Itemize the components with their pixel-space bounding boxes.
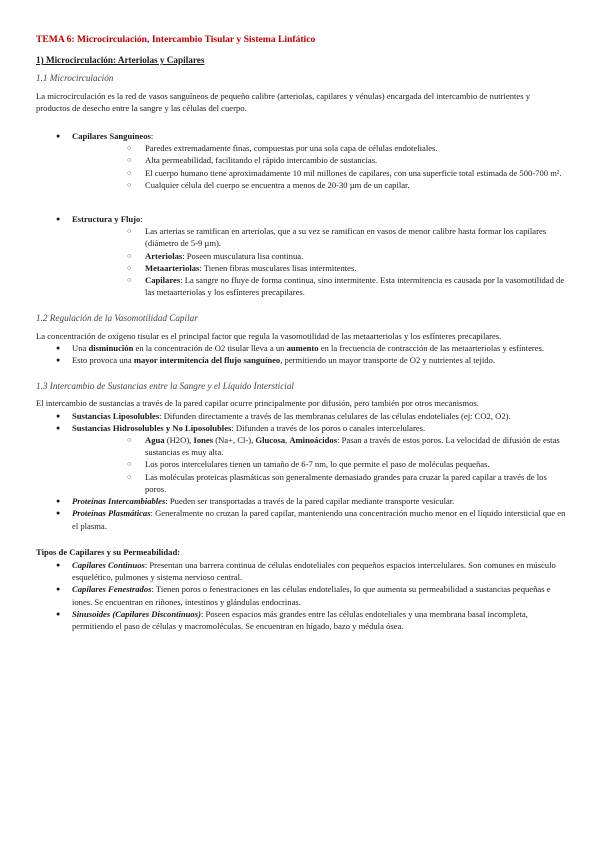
list-item <box>36 507 566 531</box>
list-item <box>36 559 566 583</box>
microcirculacion-intro: La microcirculación es la red de vasos sanguíneos de pequeño calibre (arteriolas, capilares y vénulas) encargada del intercambio de nutrientes y productos de desecho entre la sangre y las células del cuerpo. <box>36 90 531 113</box>
capilares-sublist <box>72 142 566 191</box>
text-run-bold: mayor intermitencia del flujo sanguíneo <box>133 355 281 366</box>
continuos-label: Capilares Continuos <box>72 559 145 570</box>
list-item <box>36 422 566 495</box>
liposolubles-text: : Difunden directamente a través de las membranas celulares de las células endoteliales (ej: CO2, O2). <box>159 410 511 421</box>
tipos-capilares-heading: Tipos de Capilares y su Permeabilidad: <box>36 546 181 557</box>
list-item: ○ Cualquier célula del cuerpo se encuentra a menos de 20-30 µm de un capilar. <box>72 179 566 191</box>
tipos-list <box>36 559 566 632</box>
list-item: ○ El cuerpo humano tiene aproximadamente 10 mil millones de capilares, con una superficie total estimada de 500-700 m². <box>72 167 566 179</box>
hidrosolubles-label: Sustancias Hidrosolubles y No Liposolubles <box>72 422 232 433</box>
metaarteriolas-label: Metaarteriolas <box>145 262 200 273</box>
estructura-sublist <box>72 225 566 298</box>
list-item: ○ Alta permeabilidad, facilitando el rápido intercambio de sustancias. <box>72 154 566 166</box>
text-run-bold: aumento <box>286 342 319 353</box>
hidrosolubles-sublist <box>72 434 566 495</box>
estructura-label: Estructura y Flujo <box>72 214 141 225</box>
text-run: Una <box>72 342 89 353</box>
list-item <box>36 608 566 632</box>
document-title: TEMA 6: Microcirculación, Intercambio Tisular y Sistema Linfático <box>36 34 316 45</box>
subsection-heading-1-3: 1.3 Intercambio de Sustancias entre la Sangre y el Líquido Intersticial <box>36 381 294 392</box>
sinusoides-text: : Poseen espacios más grandes entre las células endoteliales y una membrana basal incompleta, permitiendo el paso de células y macromoléculas. Se encuentran en hígado, bazo y médula ósea. <box>72 608 528 631</box>
list-item: ○ Las moléculas proteicas plasmáticas son generalmente demasiado grandes para cruzar la pared capilar a través de los poros. <box>72 471 566 495</box>
list-item <box>72 250 566 262</box>
continuos-text: : Presentan una barrera continua de células endoteliales con pequeños espacios intercelulares. Son comunes en músculo esquelético, pulmones y sistema nervioso central. <box>72 559 556 583</box>
list-item <box>36 495 566 507</box>
list-item-capilares: ● Capilares Sanguíneos: ○ Paredes extremadamente finas, compuestas por una sola capa de células endoteliales. ○ Alta permeabilidad, facilitando el rápido intercambio de sustancias. ○ El cuerpo humano tiene aproximadamente 10 mil millones de capilares, con una superficie total estimada de 500-700 m². ○ Cualquier célula del cuerpo se encuentra a menos de 20-30 µm de un capilar. <box>36 130 566 191</box>
list-item <box>72 262 566 274</box>
capilares-label: Capilares Sanguíneos <box>72 131 151 142</box>
list-item <box>36 354 566 366</box>
estructura-list <box>36 213 566 298</box>
subsection-heading-1-2: 1.2 Regulación de la Vasomotilidad Capilar <box>36 313 198 324</box>
list-item <box>72 434 566 458</box>
text-run-bold: Glucosa <box>255 435 286 446</box>
text-run-bold: Agua <box>145 435 165 446</box>
regulacion-intro: La concentración de oxígeno tisular es el principal factor que regula la vasomotilidad de las metaarteriolas y los esfínteres precapilares. <box>36 330 502 341</box>
section-heading-microcirculacion: 1) Microcirculación: Arteriolas y Capilares <box>36 55 205 66</box>
capilares-flujo-text: : La sangre no fluye de forma continua, sino intermitente. Esta intermitencia es causada por la vasomotilidad de las metaarteriolas y los esfínteres precapilares. <box>145 275 565 298</box>
list-item <box>36 410 566 422</box>
proteinas-intercambiables-label: Proteínas Intercambiables <box>72 496 166 507</box>
liposolubles-label: Sustancias Liposolubles <box>72 410 160 421</box>
subsection-heading-1-1: 1.1 Microcirculación <box>36 73 114 84</box>
text-run: en la concentración de O2 tisular lleva a un <box>133 342 287 353</box>
sinusoides-label: Sinusoides (Capilares Discontinuos) <box>72 608 201 619</box>
text-run: (Na+, Cl-), <box>213 435 256 446</box>
list-item-estructura: ● Estructura y Flujo: ○ Las arterias se ramifican en arteriolas, que a su vez se ramifican en vasos de menor calibre hasta formar los capilares (diámetro de 5-9 µm). ○ Arteriolas: Poseen musculatura lisa continua. ○ Metaarteriolas: Tienen fibras musculares lisas intermitentes. ○ Capilares: La sangre no fluye de forma continua, sino intermitente. Esta intermitencia es causada por la vasomotilidad de las metaarteriolas y los esfínteres precapilares. <box>36 213 566 298</box>
proteinas-plasmaticas-label: Proteínas Plasmáticas <box>72 508 151 519</box>
text-run: (H2O), <box>164 435 194 446</box>
fenestrados-text: : Tienen poros o fenestraciones en las células endoteliales, lo que aumenta su permeabilidad a sustancias pequeñas e iones. Se encuentran en riñones, intestinos y glándulas endocrinas. <box>72 584 551 607</box>
proteinas-plasmaticas-text: : Generalmente no cruzan la pared capilar, manteniendo una concentración mucho menor en el líquido intersticial que en el plasma. <box>72 508 566 531</box>
list-item <box>72 274 566 298</box>
text-run-bold: disminución <box>88 342 134 353</box>
intercambio-list <box>36 410 566 532</box>
arteriolas-label: Arteriolas <box>145 250 183 261</box>
text-run: , permitiendo un mayor transporte de O2 y nutrientes al tejido. <box>280 355 496 366</box>
text-run-bold: Aminoácidos <box>289 435 338 446</box>
list-item <box>36 342 566 354</box>
list-item: ○ Paredes extremadamente finas, compuestas por una sola capa de células endoteliales. <box>72 142 566 154</box>
hidrosolubles-text: : Difunden a través de los poros o canales intercelulares. <box>231 422 426 433</box>
list-item: ○ Las arterias se ramifican en arteriolas, que a su vez se ramifican en vasos de menor calibre hasta formar los capilares (diámetro de 5-9 µm). <box>72 225 566 249</box>
proteinas-intercambiables-text: : Pueden ser transportadas a través de la pared capilar mediante transporte vesicular. <box>165 496 455 507</box>
fenestrados-label: Capilares Fenestrados <box>72 584 152 595</box>
list-item <box>36 583 566 607</box>
document-page <box>36 34 566 632</box>
text-run: Esto provoca una <box>72 355 134 366</box>
text-run: : Pasan a través de estos poros. La velocidad de difusión de estas sustancias es muy alta. <box>145 435 560 458</box>
regulacion-list <box>36 342 566 366</box>
intercambio-intro: El intercambio de sustancias a través de la pared capilar ocurre principalmente por difusión, pero también por otros mecanismos. <box>36 398 479 409</box>
capilares-list <box>36 130 566 191</box>
text-run: en la frecuencia de contracción de las metaarteriolas y esfínteres. <box>318 342 545 353</box>
arteriolas-text: : Poseen musculatura lisa continua. <box>182 250 304 261</box>
capilares-flujo-label: Capilares <box>145 275 181 286</box>
list-item: ○ Los poros intercelulares tienen un tamaño de 6-7 nm, lo que permite el paso de moléculas pequeñas. <box>72 458 566 470</box>
text-run-bold: Iones <box>193 435 214 446</box>
tipos-heading-text: Tipos de Capilares y su Permeabilidad <box>36 546 178 557</box>
metaarteriolas-text: : Tienen fibras musculares lisas intermitentes. <box>199 262 357 273</box>
text-run: , <box>285 435 290 446</box>
